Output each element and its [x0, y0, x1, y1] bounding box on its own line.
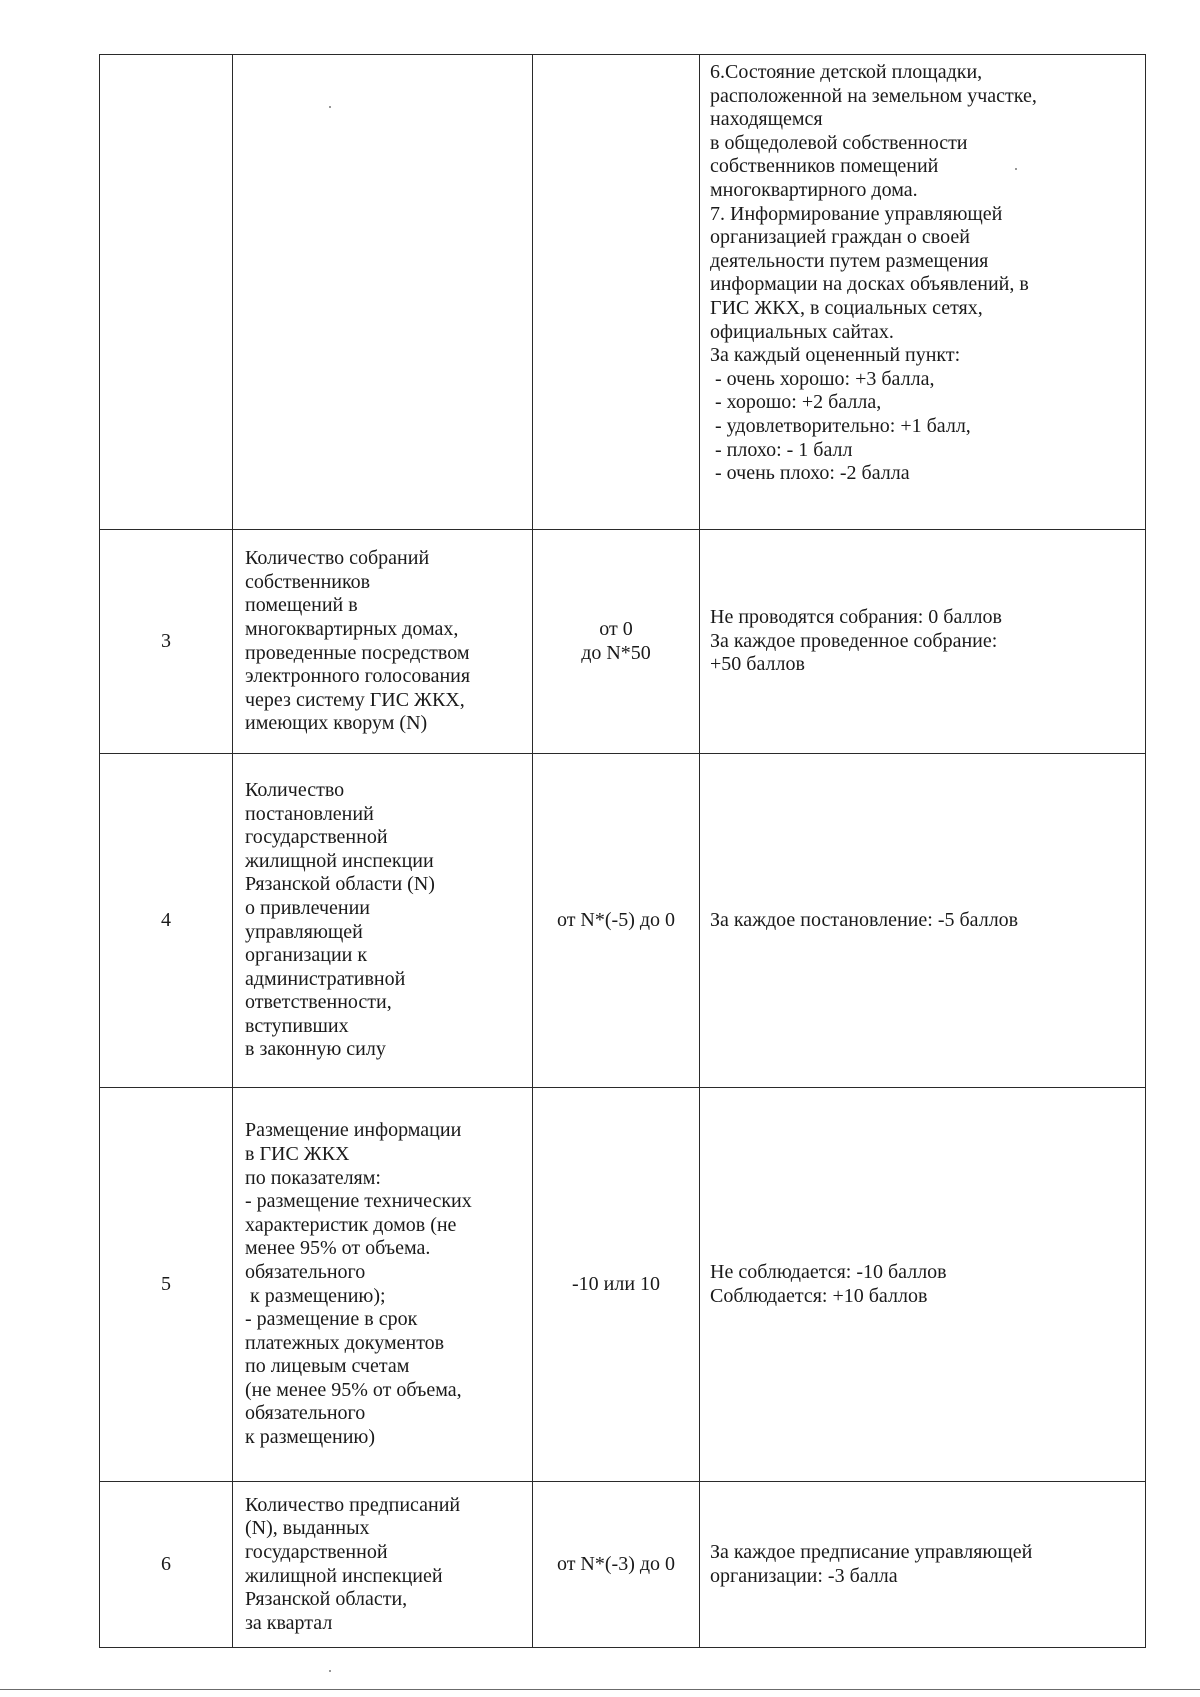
- text-line: обязательного: [245, 1402, 366, 1425]
- text-line: в ГИС ЖКХ: [245, 1142, 350, 1165]
- text-line: Соблюдается: +10 баллов: [710, 1284, 928, 1307]
- criterion-cell: [233, 530, 533, 754]
- text-line: к размещению);: [245, 1284, 386, 1307]
- criterion-cell: [233, 55, 533, 530]
- text-line: - плохо: - 1 балл: [710, 438, 853, 461]
- criterion-cell: [233, 754, 533, 1088]
- text-line: от 0: [599, 617, 633, 640]
- text-line: помещений в: [245, 594, 358, 617]
- text-line: -10 или 10: [571, 1272, 661, 1295]
- table-row: [100, 55, 1146, 530]
- description-cell: [700, 1088, 1146, 1482]
- row-number-cell: [100, 55, 233, 530]
- text-line: через систему ГИС ЖКХ,: [245, 688, 465, 711]
- text-line: по показателям:: [245, 1166, 381, 1189]
- text-line: Не соблюдается: -10 баллов: [710, 1260, 947, 1283]
- text-line: - очень плохо: -2 балла: [710, 462, 910, 485]
- text-line: - хорошо: +2 балла,: [710, 391, 882, 414]
- text-line: Не проводятся собрания: 0 баллов: [710, 606, 1002, 629]
- text-line: находящемся: [710, 108, 823, 131]
- text-line: расположенной на земельном участке,: [710, 84, 1037, 107]
- text-line: до N*50: [581, 641, 651, 664]
- text-line: жилищной инспекции: [245, 849, 434, 872]
- text-line: (не менее 95% от объема,: [245, 1378, 462, 1401]
- range-cell: [533, 1482, 700, 1648]
- criterion-cell: [233, 1482, 533, 1648]
- text-line: в общедолевой собственности: [710, 131, 968, 154]
- text-line: организации к: [245, 944, 368, 967]
- range-cell: [533, 530, 700, 754]
- text-line: многоквартирных домах,: [245, 617, 459, 640]
- table-row: [100, 1482, 1146, 1648]
- range-cell: [533, 754, 700, 1088]
- text-line: Размещение информации: [245, 1119, 462, 1142]
- text-line: организации: -3 балла: [710, 1564, 898, 1587]
- text-line: Рязанской области (N): [245, 873, 435, 896]
- text-line: За каждый оцененный пункт:: [710, 344, 961, 367]
- text-line: - размещение технических: [245, 1190, 472, 1213]
- text-line: вступивших: [245, 1014, 349, 1037]
- text-line: ответственности,: [245, 991, 392, 1014]
- text-line: организацией граждан о своей: [710, 226, 970, 249]
- text-line: государственной: [245, 826, 388, 849]
- row-number-cell: 4: [100, 754, 233, 1088]
- text-line: проведенные посредством: [245, 641, 470, 664]
- scan-speck: [1015, 168, 1017, 170]
- table-row: [100, 1088, 1146, 1482]
- text-line: - очень хорошо: +3 балла,: [710, 367, 935, 390]
- text-line: электронного голосования: [245, 665, 471, 688]
- text-line: За каждое предписание управляющей: [710, 1540, 1033, 1563]
- text-line: деятельности путем размещения: [710, 249, 989, 272]
- scan-speck: [329, 1670, 331, 1672]
- table-row: [100, 530, 1146, 754]
- row-number-cell: 6: [100, 1482, 233, 1648]
- text-line: обязательного: [245, 1260, 366, 1283]
- text-line: государственной: [245, 1540, 388, 1563]
- text-line: За каждое постановление: -5 баллов: [710, 908, 1019, 931]
- scan-speck: [329, 106, 331, 108]
- text-line: Количество предписаний: [245, 1493, 461, 1516]
- text-line: Количество: [245, 778, 345, 801]
- description-cell: [700, 754, 1146, 1088]
- page-bottom-rule: [0, 1689, 1200, 1690]
- text-line: жилищной инспекцией: [245, 1564, 443, 1587]
- text-line: по лицевым счетам: [245, 1355, 410, 1378]
- text-line: официальных сайтах.: [710, 320, 894, 343]
- text-line: Рязанской области,: [245, 1588, 408, 1611]
- range-cell: [533, 55, 700, 530]
- text-line: в законную силу: [245, 1038, 386, 1061]
- description-cell: [700, 55, 1146, 530]
- text-line: 7. Информирование управляющей: [710, 202, 1003, 225]
- row-number-cell: 5: [100, 1088, 233, 1482]
- text-line: от N*(-3) до 0: [556, 1552, 676, 1575]
- text-line: к размещению): [245, 1426, 376, 1449]
- text-line: административной: [245, 967, 406, 990]
- range-cell: [533, 1088, 700, 1482]
- criterion-cell: [233, 1088, 533, 1482]
- table-row: [100, 754, 1146, 1088]
- text-line: - размещение в срок: [245, 1308, 418, 1331]
- text-line: управляющей: [245, 920, 363, 943]
- text-line: +50 баллов: [710, 653, 805, 676]
- criteria-table: [99, 54, 1146, 1648]
- text-line: от N*(-5) до 0: [556, 908, 676, 931]
- text-line: платежных документов: [245, 1331, 445, 1354]
- text-line: собственников: [245, 570, 371, 593]
- text-line: имеющих кворум (N): [245, 712, 428, 735]
- text-line: информации на досках объявлений, в: [710, 273, 1029, 296]
- text-line: За каждое проведенное собрание:: [710, 629, 998, 652]
- text-line: за квартал: [245, 1611, 333, 1634]
- text-line: о привлечении: [245, 896, 370, 919]
- text-line: характеристик домов (не: [245, 1213, 457, 1236]
- row-number-cell: 3: [100, 530, 233, 754]
- text-line: Количество собраний: [245, 547, 430, 570]
- text-line: многоквартирного дома.: [710, 178, 918, 201]
- text-line: 6.Состояние детской площадки,: [710, 61, 983, 83]
- text-line: - удовлетворительно: +1 балл,: [710, 414, 971, 437]
- text-line: ГИС ЖКХ, в социальных сетях,: [710, 296, 983, 319]
- description-cell: [700, 1482, 1146, 1648]
- text-line: собственников помещений: [710, 155, 939, 178]
- text-line: менее 95% от объема.: [245, 1237, 431, 1260]
- text-line: (N), выданных: [245, 1517, 370, 1540]
- text-line: постановлений: [245, 802, 374, 825]
- description-cell: [700, 530, 1146, 754]
